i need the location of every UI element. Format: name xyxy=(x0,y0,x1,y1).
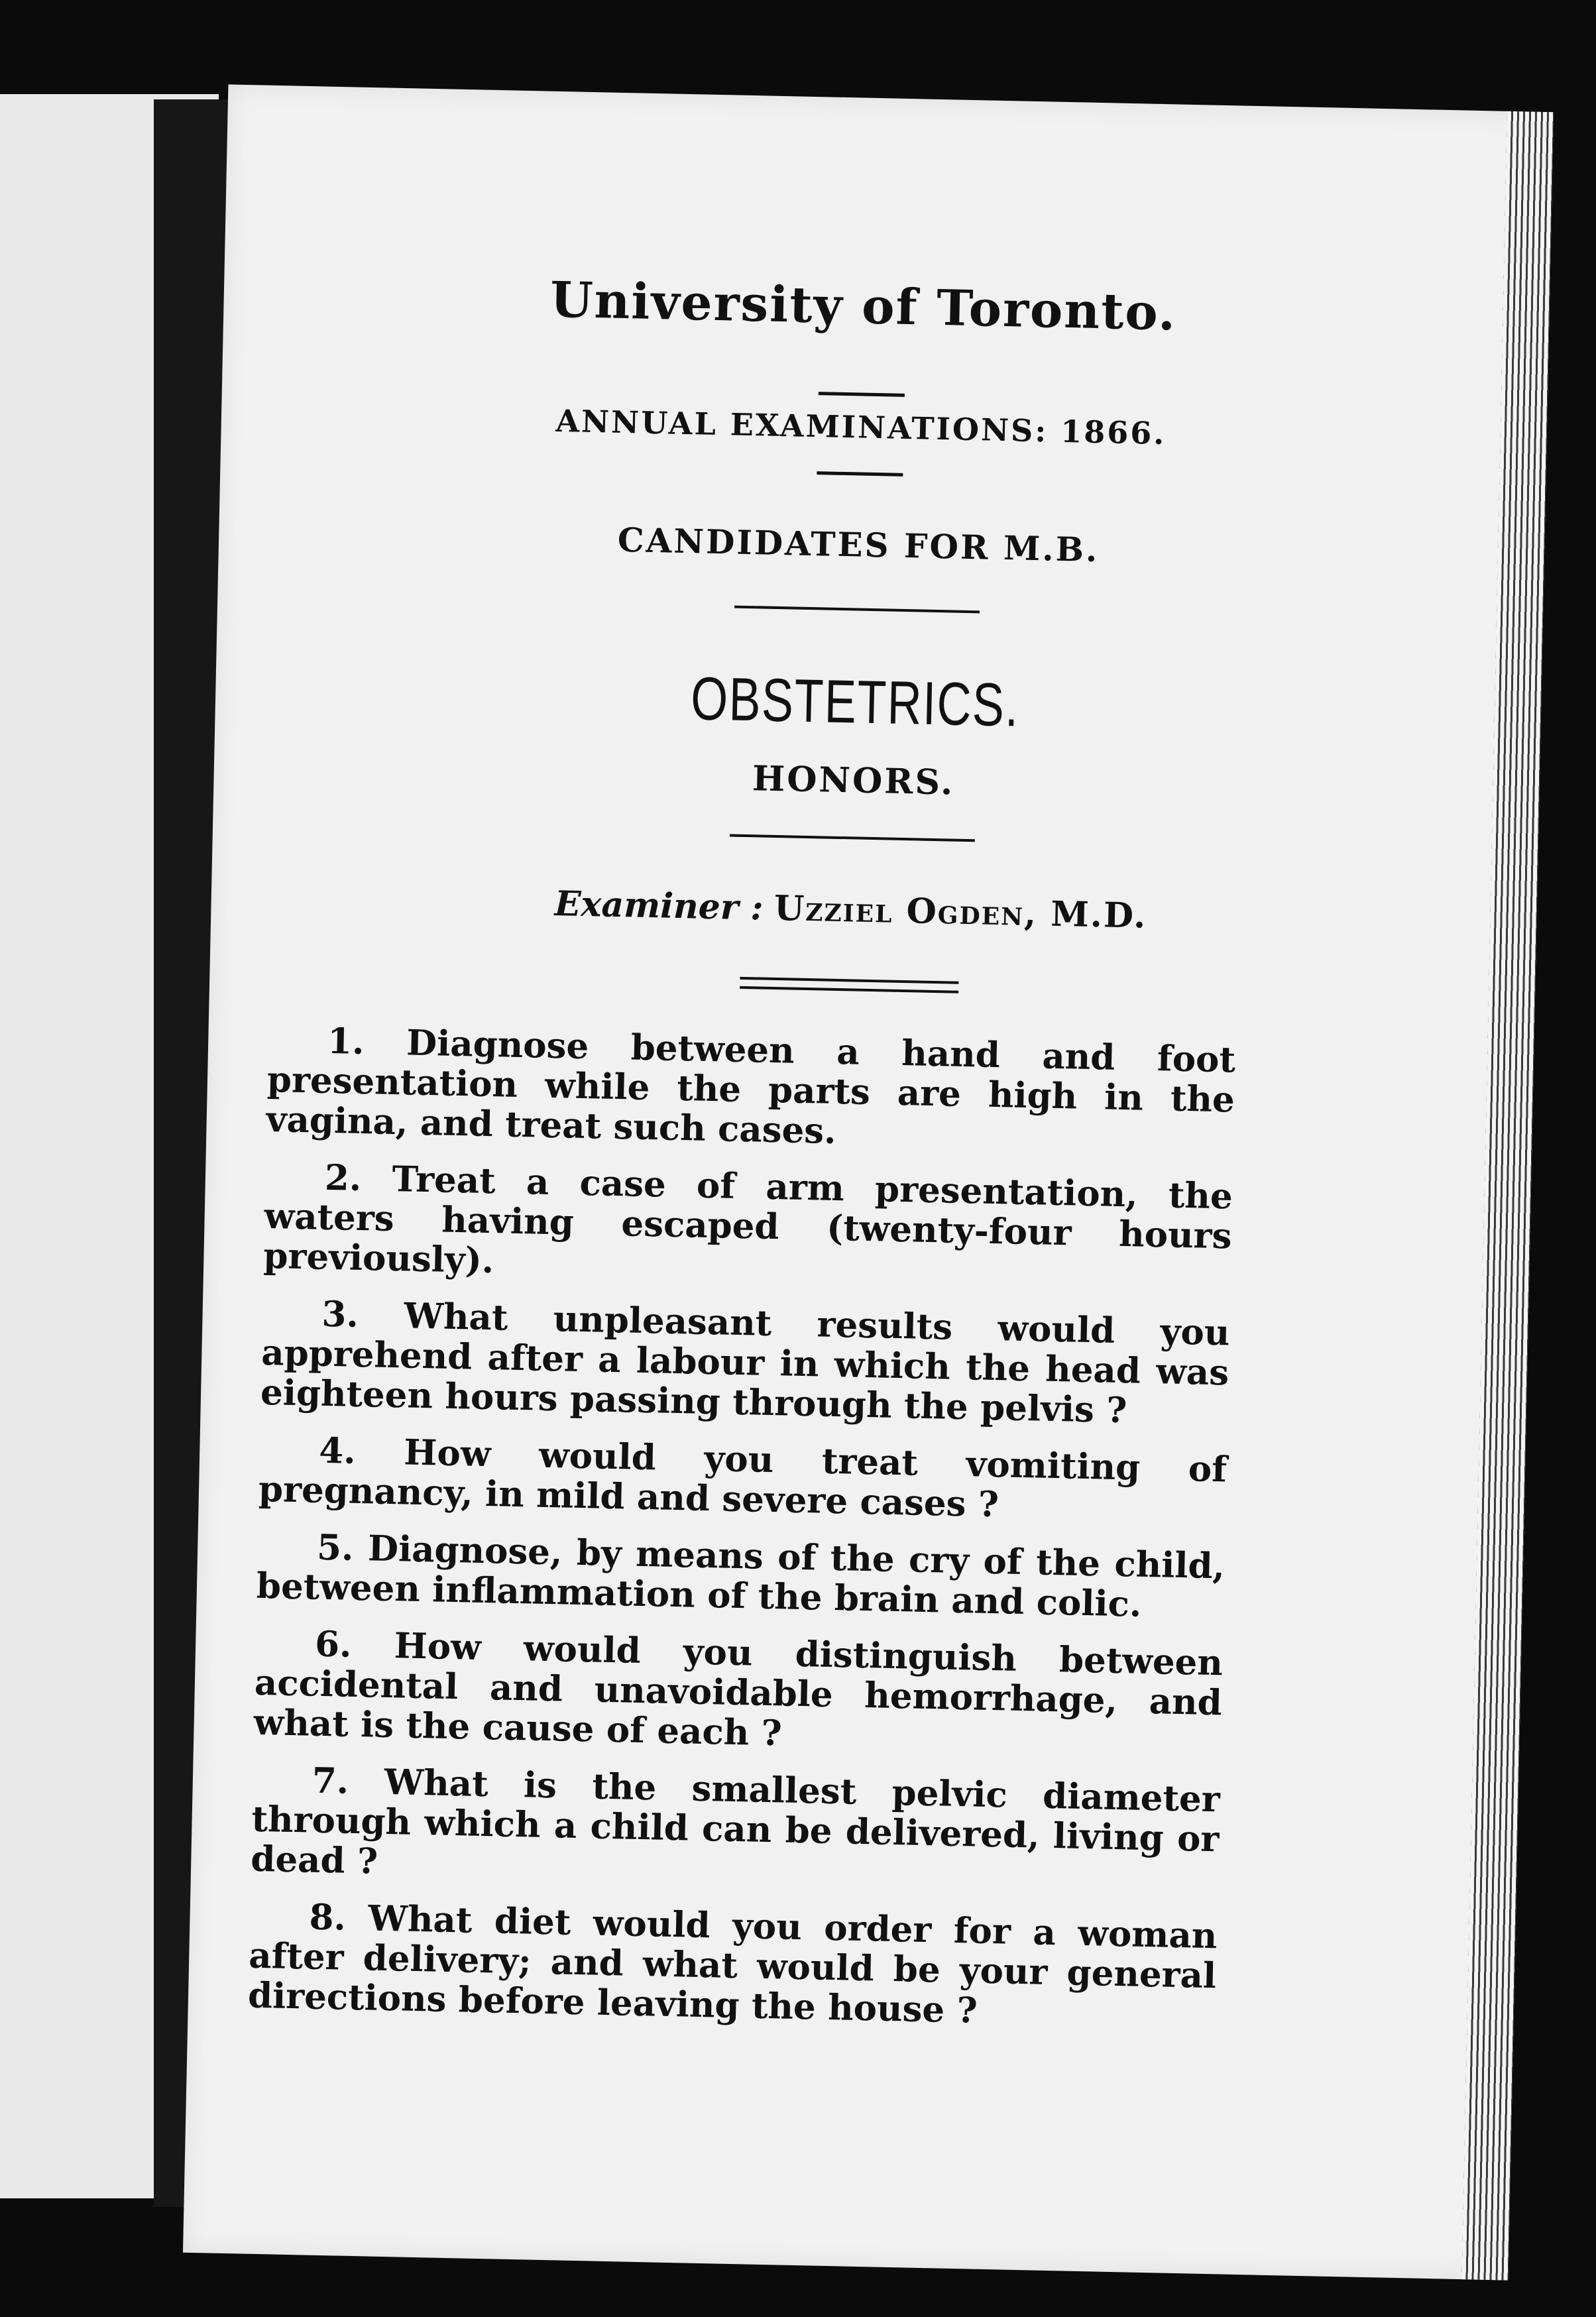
question-number: 4. xyxy=(318,1430,357,1472)
question-number: 6. xyxy=(314,1623,353,1666)
question-item xyxy=(251,1760,1220,1899)
question-text: How would you distinguish between accidental and unavoidable hemorrhage, and what is the cause of each ? xyxy=(253,1625,1224,1754)
university-title: University of Toronto. xyxy=(549,271,1178,342)
question-item xyxy=(260,1293,1230,1433)
question-item xyxy=(256,1526,1225,1626)
question-number: 8. xyxy=(308,1896,347,1939)
examiner-name: Uzziel Ogden, M.D. xyxy=(773,887,1147,936)
candidates-heading: CANDIDATES FOR M.B. xyxy=(617,520,1100,570)
examiner-label: Examiner : xyxy=(554,883,764,929)
question-number: 2. xyxy=(324,1157,362,1199)
question-list xyxy=(247,1020,1236,2053)
question-item xyxy=(253,1623,1223,1763)
question-text: What diet would you order for a woman after delivery; and what would be your general directions before leaving the house ? xyxy=(247,1897,1218,2031)
subject-level: HONORS. xyxy=(752,758,955,803)
question-text: Treat a case of arm presentation, the waters having escaped (twenty-four hours previously). xyxy=(262,1158,1233,1282)
divider xyxy=(819,392,905,397)
question-item xyxy=(258,1430,1227,1530)
question-text: What unpleasant results would you apprehend after a labour in which the head was eighteen hours passing through the pelvis ? xyxy=(260,1295,1231,1432)
question-number: 5. xyxy=(316,1526,355,1569)
exam-heading: ANNUAL EXAMINATIONS: 1866. xyxy=(555,402,1167,452)
divider xyxy=(817,471,903,477)
question-item xyxy=(247,1896,1217,2036)
divider xyxy=(730,834,975,842)
question-number: 7. xyxy=(312,1760,349,1802)
question-item xyxy=(263,1157,1233,1296)
divider xyxy=(734,606,980,614)
question-text: Diagnose between a hand and foot presentation while the parts are high in the vagina, and treat such cases. xyxy=(266,1022,1236,1152)
question-text: How would you treat vomiting of pregnancy, in mild and severe cases ? xyxy=(258,1432,1227,1526)
subject-title: OBSTETRICS. xyxy=(690,665,1020,740)
question-number: 1. xyxy=(327,1020,365,1063)
exam-page xyxy=(183,84,1554,2280)
examiner-line xyxy=(211,876,1491,943)
question-item xyxy=(266,1020,1235,1160)
question-text: What is the smallest pelvic diameter through which a child can be delivered, living or dead ? xyxy=(250,1761,1221,1882)
double-divider xyxy=(740,977,958,993)
question-number: 3. xyxy=(321,1293,359,1335)
question-text: Diagnose, by means of the cry of the child, between inflammation of the brain and colic. xyxy=(256,1528,1226,1625)
